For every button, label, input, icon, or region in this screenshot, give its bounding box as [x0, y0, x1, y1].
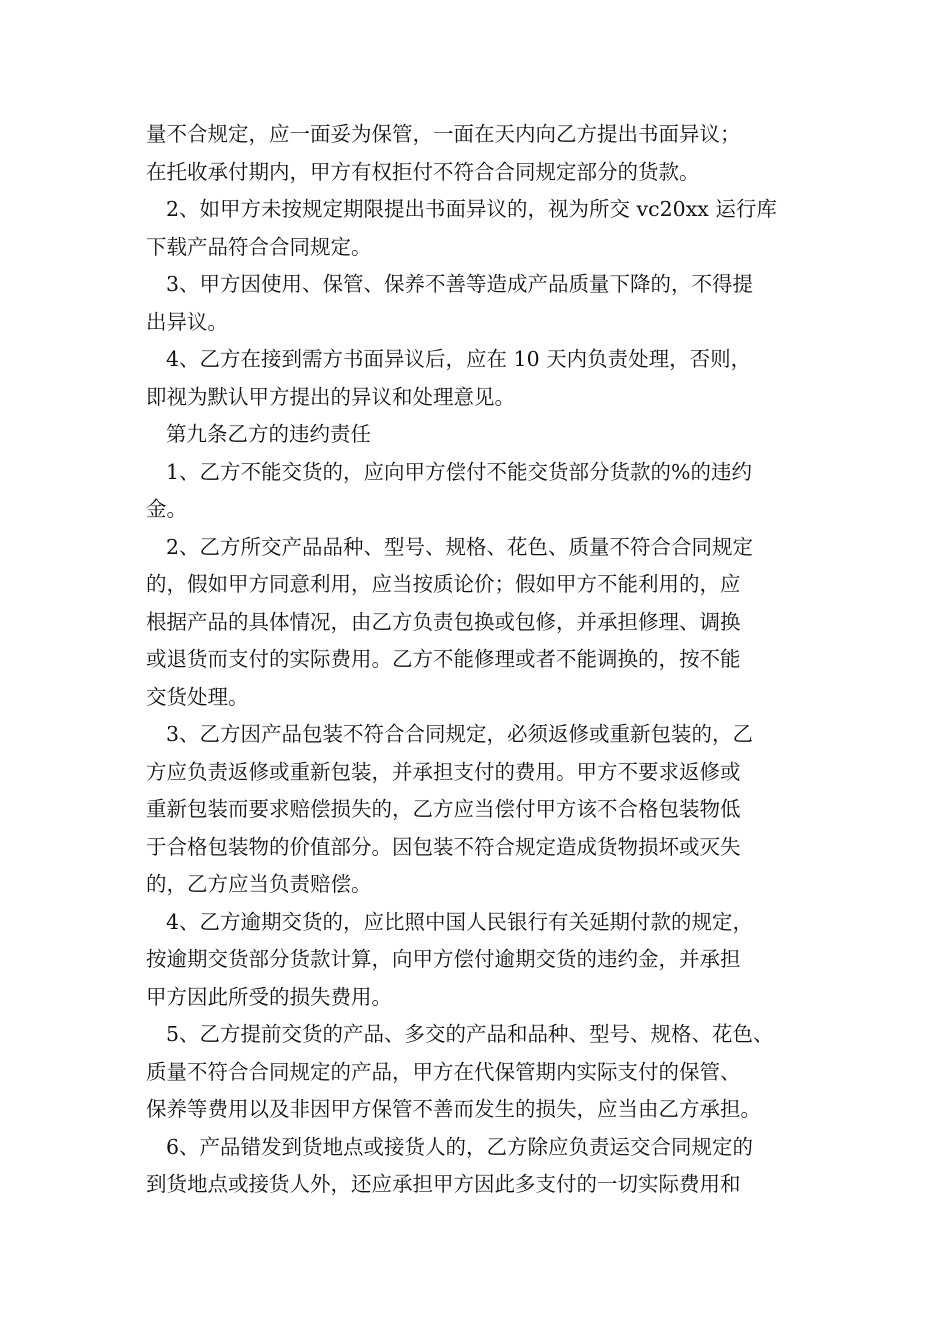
- text-line: 的，乙方应当负责赔偿。: [146, 872, 372, 896]
- text-line: 方应负责返修或重新包装，并承担支付的费用。甲方不要求返修或: [146, 759, 741, 784]
- text-line: 下载产品符合合同规定。: [146, 234, 372, 259]
- text-line: 质量不符合合同规定的产品，甲方在代保管期内实际支付的保管、: [146, 1059, 741, 1084]
- text-line: 量不合规定，应一面妥为保管，一面在天内向乙方提出书面异议；: [146, 122, 741, 146]
- text-line: 出异议。: [146, 309, 228, 334]
- text-line: 5、乙方提前交货的产品、多交的产品和品种、型号、规格、花色、: [166, 1022, 774, 1046]
- text-line: 2、如甲方未按规定期限提出书面异议的，视为所交 vc20xx 运行库: [166, 197, 777, 221]
- text-line: 根据产品的具体情况，由乙方负责包换或包修，并承担修理、调换: [146, 609, 741, 634]
- text-line: 到货地点或接货人外，还应承担甲方因此多支付的一切实际费用和: [146, 1172, 741, 1196]
- text-line: 2、乙方所交产品品种、型号、规格、花色、质量不符合合同规定: [166, 534, 754, 559]
- text-line: 交货处理。: [146, 684, 249, 709]
- text-line: 4、乙方在接到需方书面异议后，应在 10 天内负责处理，否则，: [166, 347, 752, 371]
- text-line: 4、乙方逾期交货的，应比照中国人民银行有关延期付款的规定，: [166, 909, 754, 934]
- contract-body-text: [146, 116, 822, 1204]
- text-line: 1、乙方不能交货的，应向甲方偿付不能交货部分货款的%的违约: [166, 459, 753, 484]
- text-line: 重新包装而要求赔偿损失的，乙方应当偿付甲方该不合格包装物低: [146, 797, 741, 821]
- text-line: 3、乙方因产品包装不符合合同规定，必须返修或重新包装的，乙: [166, 722, 754, 746]
- text-line: 按逾期交货部分货款计算，向甲方偿付逾期交货的违约金，并承担: [146, 947, 741, 971]
- text-line: 甲方因此所受的损失费用。: [146, 984, 392, 1009]
- text-line: 金。: [146, 497, 187, 521]
- text-line: 保养等费用以及非因甲方保管不善而发生的损失，应当由乙方承担。: [146, 1097, 761, 1121]
- text-line: 3、甲方因使用、保管、保养不善等造成产品质量下降的，不得提: [166, 272, 754, 296]
- text-line: 的，假如甲方同意利用，应当按质论价；假如甲方不能利用的，应: [146, 572, 741, 596]
- text-line: 在托收承付期内，甲方有权拒付不符合合同规定部分的货款。: [146, 159, 700, 184]
- text-line: 或退货而支付的实际费用。乙方不能修理或者不能调换的，按不能: [146, 647, 741, 671]
- text-line: 即视为默认甲方提出的异议和处理意见。: [146, 384, 515, 409]
- text-line: 6、产品错发到货地点或接货人的，乙方除应负责运交合同规定的: [166, 1134, 754, 1159]
- section-heading: 第九条乙方的违约责任: [166, 422, 371, 446]
- text-line: 于合格包装物的价值部分。因包装不符合规定造成货物损坏或灭失: [146, 834, 741, 859]
